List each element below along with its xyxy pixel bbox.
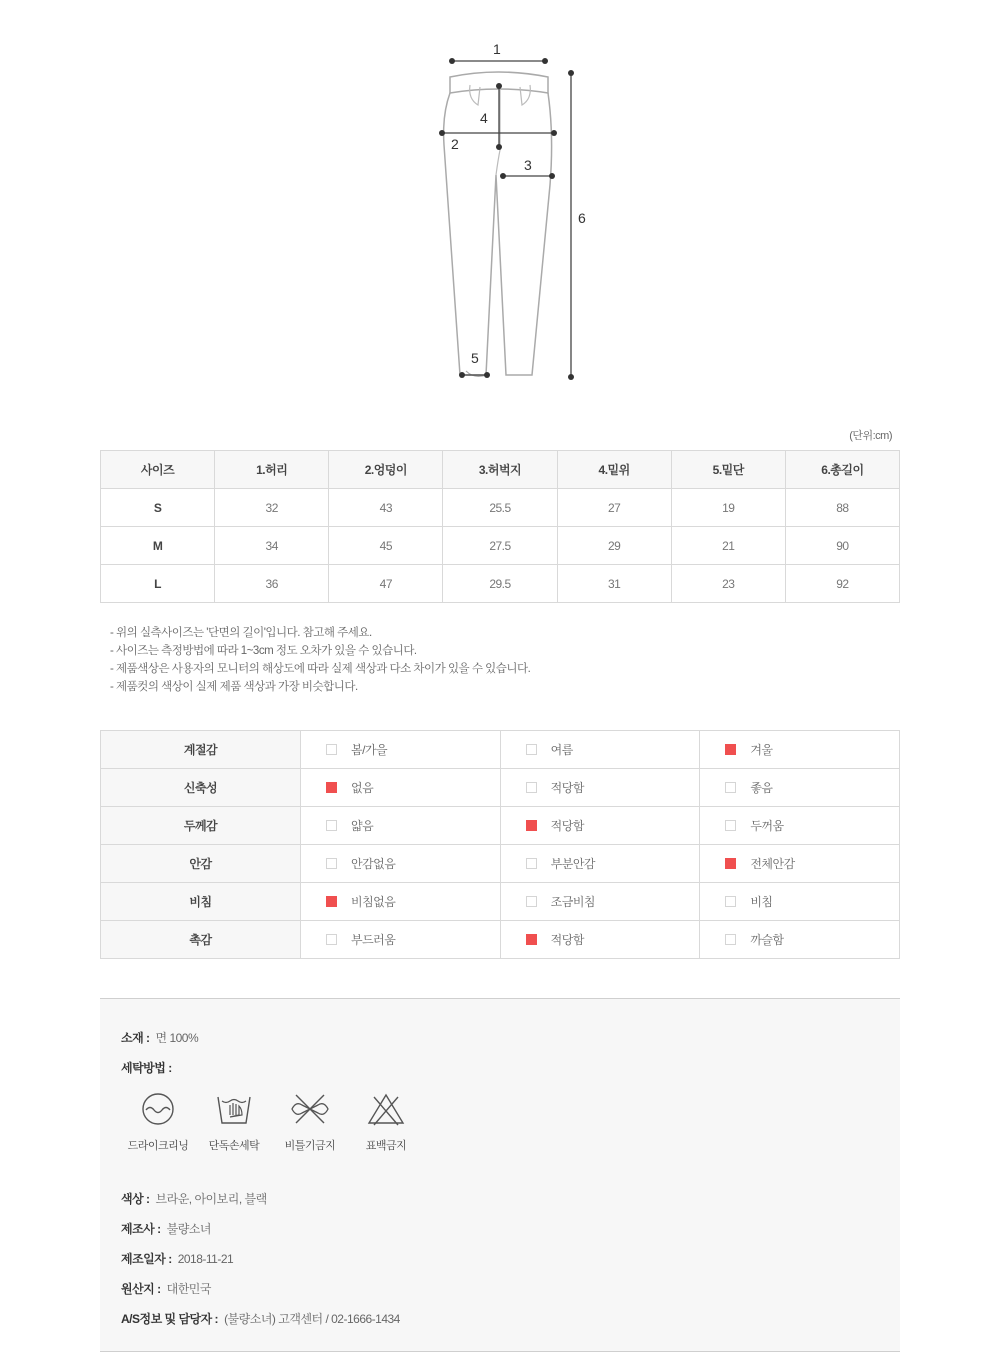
feel-option-label: 적당함 [550, 933, 584, 947]
value-cell: 21 [671, 527, 785, 565]
measure-label-5: 5 [471, 350, 479, 366]
feel-option [500, 769, 700, 807]
value-cell: 92 [785, 565, 899, 603]
material-row [121, 1029, 198, 1046]
right-pocket [520, 85, 530, 105]
wash-item-label: 드라이크리닝 [127, 1140, 189, 1152]
note-item: - 제품컷의 색상이 실제 제품 색상과 가장 비슷합니다. [110, 681, 358, 693]
value-cell: 27.5 [443, 527, 557, 565]
size-table [100, 450, 900, 603]
value-cell: 45 [329, 527, 443, 565]
checkbox-indicator [526, 934, 537, 945]
table-row [101, 769, 900, 807]
feel-option [700, 731, 900, 769]
size-cell: S [101, 489, 215, 527]
table-row [101, 527, 900, 565]
feel-option [700, 845, 900, 883]
feel-option-label: 적당함 [550, 819, 584, 833]
checkbox-indicator [326, 820, 337, 831]
feel-option-label: 부분안감 [550, 857, 596, 871]
rise-header: 4.밑위 [557, 451, 671, 489]
wash-row [121, 1059, 178, 1076]
material-label: 소재 : [121, 1031, 150, 1045]
feel-option-label: 좋음 [750, 781, 773, 795]
value-cell: 27 [557, 489, 671, 527]
checkbox-indicator [526, 858, 537, 869]
checkbox-indicator [326, 858, 337, 869]
value-cell: 88 [785, 489, 899, 527]
note-item: - 제품색상은 사용자의 모니터의 해상도에 따라 실제 색상과 다소 차이가 있을 수 있습니다. [110, 663, 531, 675]
color-value: 브라운, 아이보리, 블랙 [155, 1192, 267, 1206]
maker-value: 불량소녀 [166, 1222, 211, 1236]
table-row [101, 489, 900, 527]
pants-measurement-diagram [420, 35, 600, 390]
date-label: 제조일자 : [121, 1252, 172, 1266]
feel-row-label: 계절감 [101, 731, 301, 769]
size-notes [110, 624, 900, 696]
as-row [121, 1310, 400, 1327]
maker-row [121, 1220, 211, 1237]
feel-option-label: 없음 [351, 781, 374, 795]
wash-item-label: 비틀기금지 [284, 1140, 336, 1152]
hand-wash-icon [212, 1089, 256, 1129]
measure-label-6: 6 [578, 210, 586, 226]
feel-option-label: 겨울 [750, 743, 773, 757]
value-cell: 47 [329, 565, 443, 603]
value-cell: 43 [329, 489, 443, 527]
left-pocket [470, 85, 480, 105]
feel-option [301, 883, 501, 921]
note-item: - 위의 실측사이즈는 '단면의 길이'입니다. 참고해 주세요. [110, 627, 372, 639]
feel-row-label: 비침 [101, 883, 301, 921]
pants-outline [444, 93, 552, 375]
feel-option-label: 전체안감 [750, 857, 795, 871]
feel-option-label: 여름 [550, 743, 573, 757]
value-cell: 19 [671, 489, 785, 527]
wash-item-label: 단독손세탁 [208, 1140, 260, 1152]
value-cell: 34 [215, 527, 329, 565]
feel-option [301, 731, 501, 769]
checkbox-indicator [326, 744, 337, 755]
table-row [101, 883, 900, 921]
value-cell: 25.5 [443, 489, 557, 527]
checkbox-indicator [725, 782, 736, 793]
value-cell: 23 [671, 565, 785, 603]
measure-label-3: 3 [524, 157, 532, 173]
feel-row-label: 신축성 [101, 769, 301, 807]
as-value: (불량소녀) 고객센터 / 02-1666-1434 [224, 1312, 400, 1326]
feel-option [500, 845, 700, 883]
material-value: 면 100% [155, 1031, 199, 1045]
measure-label-1: 1 [493, 41, 501, 57]
table-row [101, 921, 900, 959]
wash-item-label: 표백금지 [365, 1140, 407, 1152]
checkbox-indicator [326, 934, 337, 945]
length-header: 6.총길이 [785, 451, 899, 489]
feel-option [301, 921, 501, 959]
checkbox-indicator [526, 744, 537, 755]
origin-label: 원산지 : [121, 1282, 161, 1296]
feel-option [500, 731, 700, 769]
size-cell: L [101, 565, 215, 603]
feel-option [500, 921, 700, 959]
pants-illustration [420, 35, 600, 390]
feel-option-label: 적당함 [550, 781, 584, 795]
feel-option-label: 얇음 [351, 819, 374, 833]
feel-option [301, 769, 501, 807]
size-cell: M [101, 527, 215, 565]
checkbox-indicator [725, 934, 736, 945]
note-item: - 사이즈는 측정방법에 따라 1~3cm 정도 오차가 있을 수 있습니다. [110, 645, 417, 657]
checkbox-indicator [725, 858, 736, 869]
waist-header: 1.허리 [215, 451, 329, 489]
wash-item-dry-clean [120, 1089, 196, 1153]
size-table-header-row [101, 451, 900, 489]
color-label: 색상 : [121, 1192, 150, 1206]
feel-row-label: 촉감 [101, 921, 301, 959]
feel-option-label: 부드러움 [351, 933, 396, 947]
wash-item-no-bleach [348, 1089, 424, 1153]
fit-feel-table [100, 730, 900, 959]
no-wring-icon [288, 1089, 332, 1129]
unit-label: (단위:cm) [849, 430, 892, 442]
table-row [101, 807, 900, 845]
checkbox-indicator [326, 896, 337, 907]
table-row [101, 845, 900, 883]
feel-option-label: 안감없음 [351, 857, 396, 871]
maker-label: 제조사 : [121, 1222, 161, 1236]
feel-option [700, 883, 900, 921]
checkbox-indicator [526, 782, 537, 793]
feel-option [500, 883, 700, 921]
value-cell: 90 [785, 527, 899, 565]
checkbox-indicator [526, 820, 537, 831]
date-row [121, 1250, 233, 1267]
feel-option [700, 921, 900, 959]
dry-clean-icon [136, 1089, 180, 1129]
wash-label: 세탁방법 : [121, 1061, 172, 1075]
feel-option-label: 비침없음 [351, 895, 396, 909]
size-header: 사이즈 [101, 451, 215, 489]
no-bleach-icon [364, 1089, 408, 1129]
feel-row-label: 안감 [101, 845, 301, 883]
feel-option-label: 비침 [750, 895, 773, 909]
value-cell: 32 [215, 489, 329, 527]
hem-header: 5.밑단 [671, 451, 785, 489]
hip-header: 2.엉덩이 [329, 451, 443, 489]
wash-item-no-wring [272, 1089, 348, 1153]
feel-row-label: 두께감 [101, 807, 301, 845]
checkbox-indicator [725, 820, 736, 831]
feel-option-label: 봄/가을 [351, 743, 388, 757]
feel-option [301, 807, 501, 845]
value-cell: 31 [557, 565, 671, 603]
origin-row [121, 1280, 211, 1297]
color-row [121, 1190, 267, 1207]
feel-option-label: 까슬함 [750, 933, 784, 947]
checkbox-indicator [725, 744, 736, 755]
checkbox-indicator [526, 896, 537, 907]
checkbox-indicator [725, 896, 736, 907]
origin-value: 대한민국 [166, 1282, 211, 1296]
measure-label-2: 2 [451, 136, 459, 152]
wash-item-hand-wash [196, 1089, 272, 1153]
table-row [101, 731, 900, 769]
feel-option-label: 조금비침 [550, 895, 596, 909]
product-info-panel [100, 998, 900, 1352]
wash-icons [120, 1089, 440, 1159]
feel-option [700, 807, 900, 845]
date-value: 2018-11-21 [177, 1252, 234, 1266]
feel-option [500, 807, 700, 845]
as-label: A/S정보 및 담당자 : [121, 1312, 219, 1326]
feel-option [700, 769, 900, 807]
thigh-header: 3.허벅지 [443, 451, 557, 489]
value-cell: 29 [557, 527, 671, 565]
measure-label-4: 4 [480, 110, 488, 126]
value-cell: 36 [215, 565, 329, 603]
checkbox-indicator [326, 782, 337, 793]
feel-option [301, 845, 501, 883]
table-row [101, 565, 900, 603]
value-cell: 29.5 [443, 565, 557, 603]
feel-option-label: 두꺼움 [750, 819, 784, 833]
